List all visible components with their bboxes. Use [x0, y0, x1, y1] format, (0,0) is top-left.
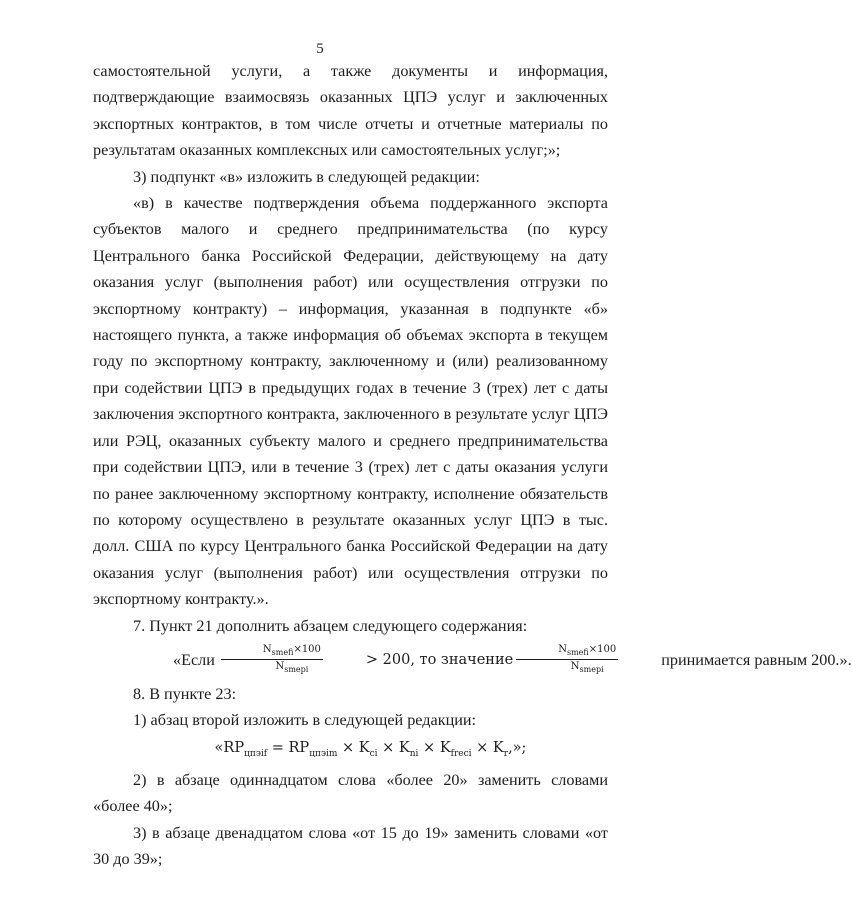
fraction-ratio-repeat	[516, 643, 618, 676]
rp-right-subscript: цпэim	[309, 748, 338, 759]
numerator-multiplier: ×100	[293, 644, 321, 656]
rp-close: ,»;	[508, 739, 527, 756]
paragraph-subitem-3: 3) подпункт «в» изложить в следующей редакции:	[133, 167, 480, 186]
paragraph-continuation: самостоятельной услуги, а также документы и информация, подтверждающие взаимосвязь оказанных ЦПЭ услуг и заключенных экспортных контрактов, в том числе отчеты и отчетные материалы по результатам оказанных комплексных или самостоятельных услуг;»;	[93, 62, 608, 160]
formula-suffix: принимается равным 200.».	[661, 650, 852, 669]
formula-comparison: > 200, то значение	[365, 651, 514, 668]
numerator-subscript: smefi	[271, 648, 294, 658]
paragraph-item-7: 7. Пункт 21 дополнить абзацем следующего содержания:	[133, 616, 528, 635]
document-body	[93, 58, 852, 873]
rp-left: «RP	[214, 739, 245, 756]
fraction-denominator-repeat	[529, 660, 606, 676]
page-number: 5	[316, 41, 324, 57]
paragraph-item-8-sub-1: 1) абзац второй изложить в следующей редакции:	[133, 711, 477, 730]
formula-prefix: «Если	[173, 650, 215, 669]
numerator-symbol: N	[262, 644, 272, 656]
denominator-subscript-repeat: smepi	[579, 665, 604, 675]
denominator-subscript: smepi	[284, 665, 309, 675]
k-ni: × K	[377, 739, 410, 756]
fraction-denominator	[233, 660, 310, 676]
k-freci: × K	[418, 739, 451, 756]
rp-left-subscript: цпэif	[244, 748, 268, 759]
numerator-subscript-repeat: smefi	[566, 648, 589, 658]
fraction-ratio	[221, 643, 323, 676]
k-ci: × K	[337, 739, 370, 756]
k-r: × K	[471, 739, 504, 756]
fraction-numerator-repeat	[516, 643, 618, 660]
formula-condition	[93, 639, 852, 681]
paragraph-item-8-sub-2: 2) в абзаце одиннадцатом слова «более 20» заменить словами «более 40»;	[93, 771, 608, 816]
denominator-symbol-repeat: N	[570, 661, 580, 673]
formula-rp-expression	[214, 739, 527, 759]
k-ci-subscript: ci	[369, 748, 378, 759]
formula-rp	[93, 734, 608, 767]
k-ni-subscript: ni	[409, 748, 419, 759]
k-r-subscript: r	[503, 748, 509, 759]
fraction-numerator	[221, 643, 323, 660]
denominator-symbol: N	[275, 661, 285, 673]
k-freci-subscript: freci	[450, 748, 472, 759]
paragraph-item-8: 8. В пункте 23:	[133, 684, 237, 703]
paragraph-item-8-sub-3: 3) в абзаце двенадцатом слова «от 15 до 19» заменить словами «от 30 до 39»;	[93, 823, 608, 869]
numerator-multiplier-repeat: ×100	[588, 644, 617, 656]
numerator-symbol-repeat: N	[558, 644, 567, 656]
paragraph-subitem-v-text: «в) в качестве подтверждения объема поддержанного экспорта субъектов малого и среднего предпринимательства (по курсу Центрального банка Российской Федерации, действующему на дату оказания услуг (выполнения работ) или осуществления отгрузки по экспортному контракту) – информация, указанная в подпункте «б» настоящего пункта, а также информация об объемах экспорта в текущем году по экспортному контракту, заключенному и (или) реализованному при содействии ЦПЭ в предыдущих годах в течение 3 (трех) лет с даты заключения экспортного контракта, заключенного в результате услуг ЦПЭ или РЭЦ, оказанных субъекту малого и среднего предпринимательства при содействии ЦПЭ, или в течение 3 (трех) лет с даты оказания услуги по ранее заключенному экспортному контракту, исполнение обязательств по которому осуществлено в результате оказанных услуг ЦПЭ в тыс. долл. США по курсу Центрального банка Российской Федерации на дату оказания услуг (выполнения работ) или осуществления отгрузки по экспортному контракту.».	[93, 194, 608, 609]
rp-equals: = RP	[267, 739, 310, 756]
